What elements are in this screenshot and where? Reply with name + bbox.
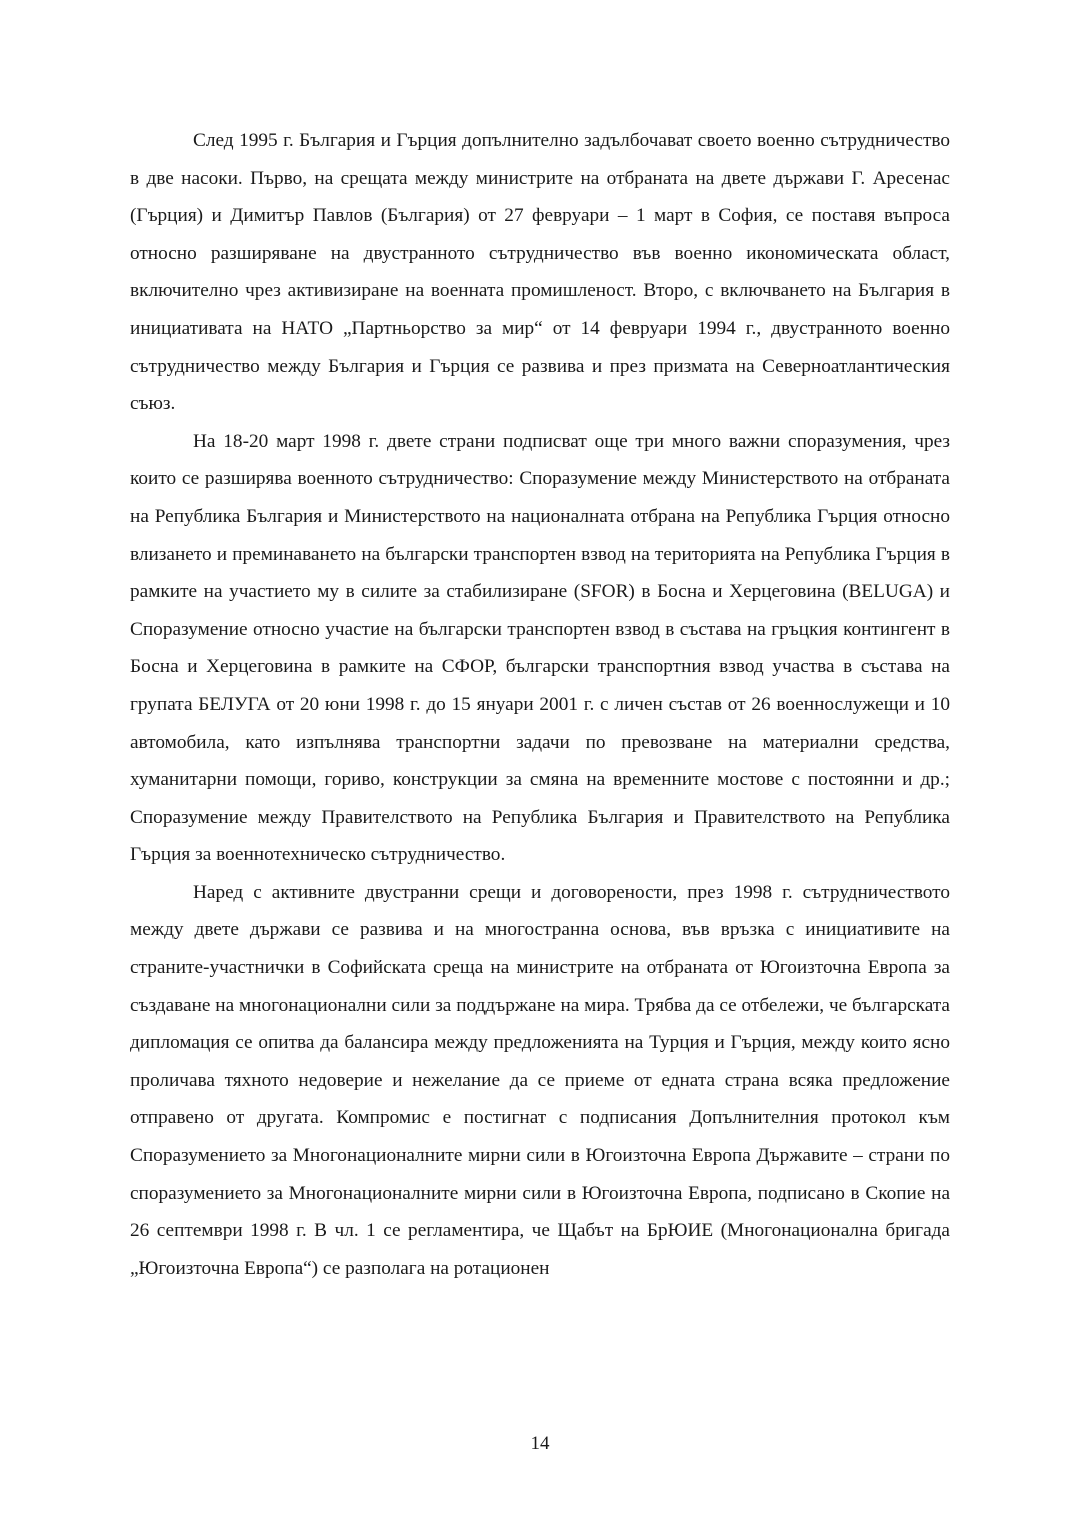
page-number: 14 bbox=[530, 1433, 550, 1454]
paragraph: След 1995 г. България и Гърция допълнително задълбочават своето военно сътрудничество в две насоки. Първо, на срещата между министрите на отбраната на двете държави Г. Аресенас (Гърция) и Димитър Павлов (България) от 27 февруари – 1 март в София, се поставя въпроса относно разширяване на двустранното сътрудничество във военно икономическата област, включително чрез активизиране на военната промишленост. Второ, с включването на България в инициативата на НАТО „Партньорство за мир“ от 14 февруари 1994 г., двустранното военно сътрудничество между България и Гърция се развива и през призмата на Северноатлантическия съюз. bbox=[130, 130, 950, 415]
paragraph: Наред с активните двустранни срещи и договорености, през 1998 г. сътрудничеството между двете държави се развива и на многостранна основа, във връзка с инициативите на страните-участнички в Софийската среща на министрите на отбраната от Югоизточна Европа за създаване на многонационални сили за поддържане на мира. Трябва да се отбележи, че българската дипломация се опитва да балансира между предложенията на Турция и Гърция, между които ясно проличава тяхното недоверие и нежелание да се приеме от едната страна всяка предложение отправено от другата. Компромис е постигнат с подписания Допълнителния протокол към Споразумението за Многонационалните мирни сили в Югоизточна Европа Държавите – страни по споразумението за Многонационалните мирни сили в Югоизточна Европа, подписано в Скопие на 26 септември 1998 г. В чл. 1 се регламентира, че Щабът на БрЮИЕ (Многонационална бригада „Югоизточна Европа“) се разполага на ротационен bbox=[130, 881, 950, 1279]
body-text bbox=[130, 122, 950, 1287]
paragraph: На 18-20 март 1998 г. двете страни подписват още три много важни споразумения, чрез които се разширява военното сътрудничество: Споразумение между Министерството на отбраната на Република България и Министерството на националната отбрана на Република Гърция относно влизането и преминаването на български транспортен взвод на територията на Република Гърция в рамките на участието му в силите за стабилизиране (SFOR) в Босна и Херцеговина (BELUGA) и Споразумение относно участие на български транспортен взвод в състава на гръцкия контингент в Босна и Херцеговина в рамките на СФОР, български транспортния взвод участва в състава на групата БЕЛУГА от 20 юни 1998 г. до 15 януари 2001 г. с личен състав от 26 военнослужещи и 10 автомобила, като изпълнява транспортни задачи по превозване на материални средства, хуманитарни помощи, гориво, конструкции за смяна на временните мостове с постоянни и др.; Споразумение между Правителството на Република България и Правителството на Република Гърция за военнотехническо сътрудничество. bbox=[130, 430, 950, 866]
